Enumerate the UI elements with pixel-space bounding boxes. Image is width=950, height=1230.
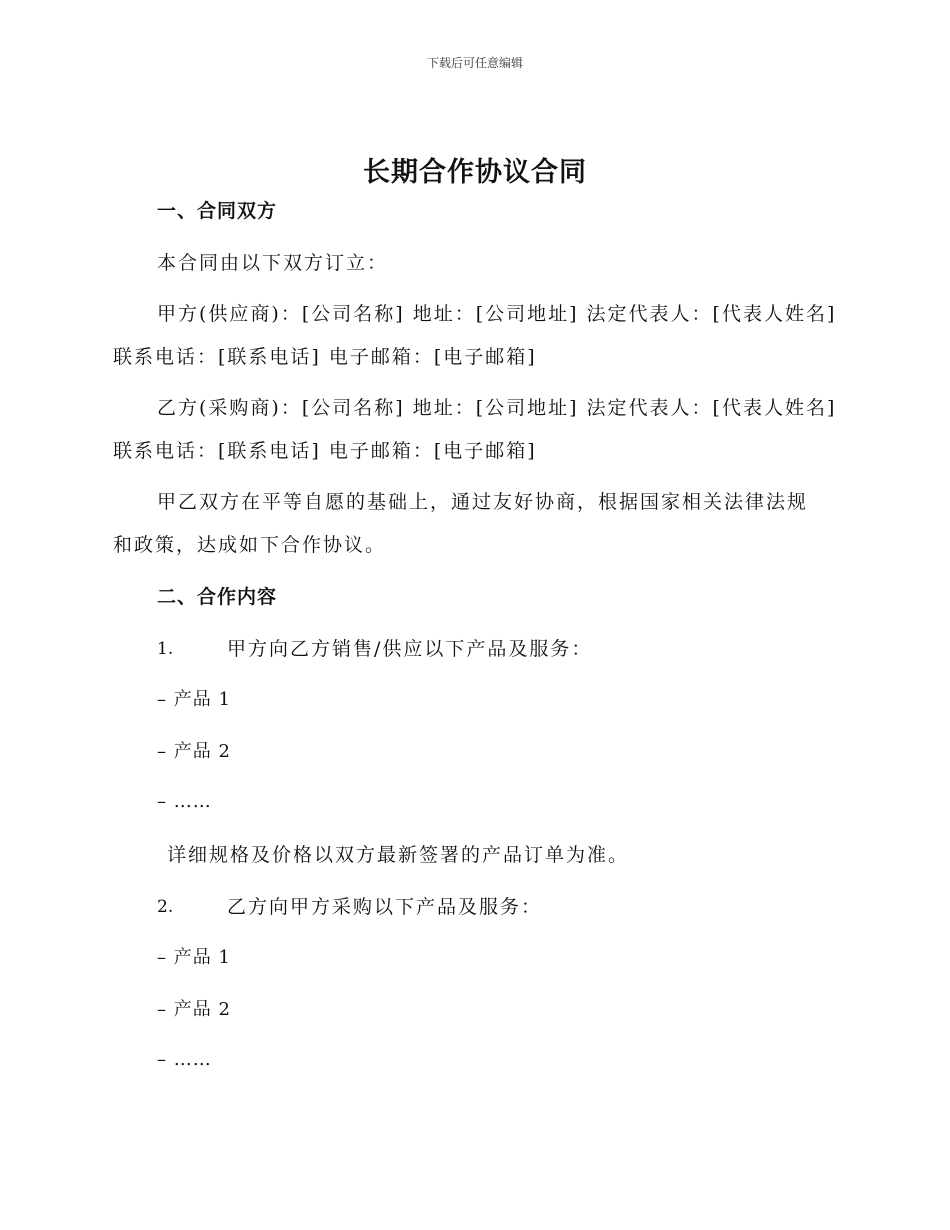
- item-2-bullet-2: – 产品 2: [157, 999, 231, 1020]
- party-b-line-2: 联系电话：[联系电话] 电子邮箱：[电子邮箱]: [113, 440, 537, 462]
- basis-line-2: 和政策，达成如下合作协议。: [113, 534, 387, 556]
- item-1-bullet-1: – 产品 1: [157, 689, 231, 710]
- item-1-number: 1.: [157, 639, 174, 659]
- section-heading-cooperation: 二、合作内容: [157, 586, 278, 608]
- party-a-line-1: 甲方(供应商)：[公司名称] 地址：[公司地址] 法定代表人：[代表人姓名]: [157, 303, 837, 325]
- item-2-bullet-1: – 产品 1: [157, 947, 231, 968]
- section-heading-parties: 一、合同双方: [157, 200, 278, 222]
- basis-line-1: 甲乙双方在平等自愿的基础上，通过友好协商，根据国家相关法律法规: [157, 491, 809, 513]
- party-b-line-1: 乙方(采购商)：[公司名称] 地址：[公司地址] 法定代表人：[代表人姓名]: [157, 397, 837, 419]
- parties-intro: 本合同由以下双方订立：: [157, 252, 389, 274]
- item-1-bullet-2: – 产品 2: [157, 741, 231, 762]
- header-note: 下载后可任意编辑: [426, 56, 523, 70]
- item-2-text: 乙方向甲方采购以下产品及服务：: [227, 896, 543, 918]
- item-2-bullet-3: – ……: [157, 1049, 212, 1070]
- item-1-bullet-3: – ……: [157, 791, 212, 812]
- item-1-note: 详细规格及价格以双方最新签署的产品订单为准。: [167, 844, 630, 866]
- item-1-text: 甲方向乙方销售/供应以下产品及服务：: [227, 638, 593, 660]
- item-2-number: 2.: [157, 897, 174, 917]
- party-a-line-2: 联系电话：[联系电话] 电子邮箱：[电子邮箱]: [113, 346, 537, 368]
- document-title: 长期合作协议合同: [363, 157, 587, 188]
